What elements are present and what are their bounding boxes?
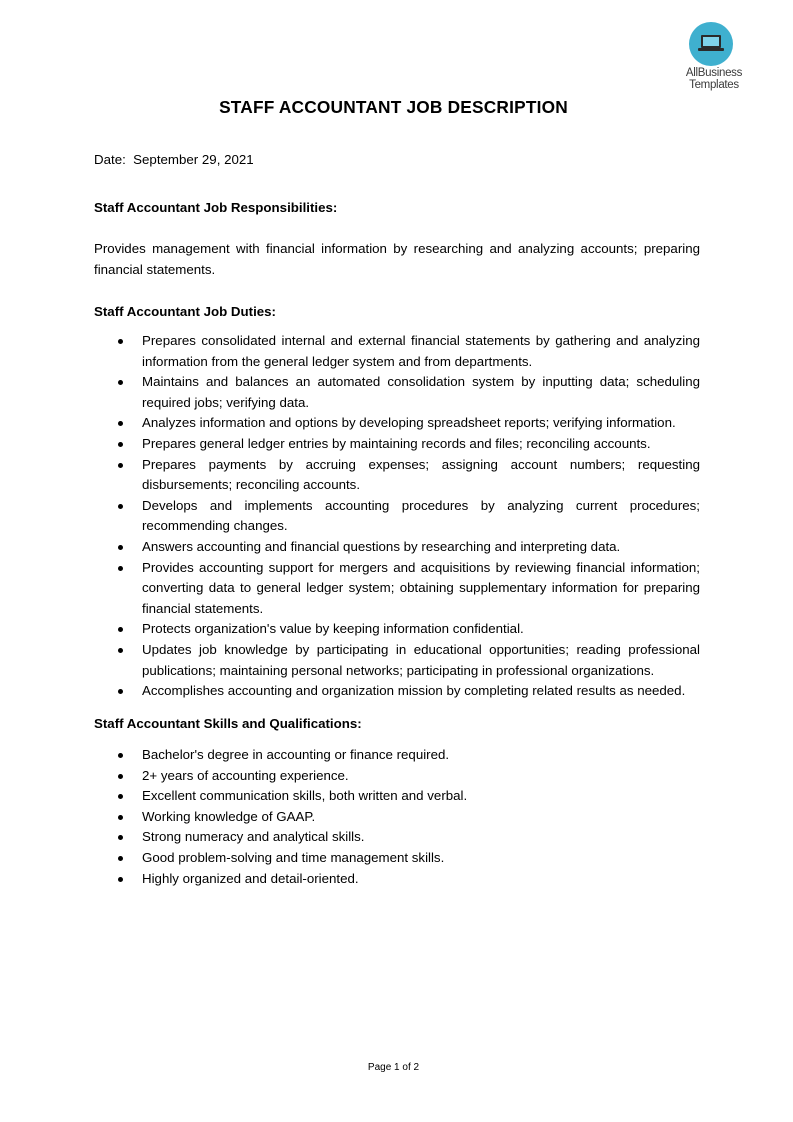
bullet-icon	[118, 380, 123, 385]
list-item	[94, 640, 700, 681]
list-item	[94, 558, 700, 620]
list-item	[94, 869, 700, 890]
list-item	[94, 745, 700, 766]
list-item	[94, 496, 700, 537]
bullet-icon	[118, 463, 123, 468]
list-item	[94, 619, 700, 640]
logo-line-2: Templates	[689, 79, 739, 91]
bullet-icon	[118, 835, 123, 840]
skills-heading: Staff Accountant Skills and Qualifications:	[94, 716, 362, 731]
document-title: STAFF ACCOUNTANT JOB DESCRIPTION	[219, 97, 568, 117]
list-item-text: Excellent communication skills, both written and verbal.	[142, 788, 468, 804]
bullet-icon	[118, 504, 123, 509]
document-date: Date: September 29, 2021	[94, 152, 254, 167]
list-item-text: 2+ years of accounting experience.	[142, 767, 349, 783]
list-item-text: Protects organization's value by keeping information confidential.	[142, 621, 524, 637]
bullet-icon	[118, 794, 123, 799]
bullet-icon	[118, 339, 123, 344]
bullet-icon	[118, 877, 123, 882]
list-item	[94, 455, 700, 496]
list-item-text: Bachelor's degree in accounting or finance required.	[142, 747, 450, 762]
list-item-text: Good problem-solving and time management skills.	[142, 849, 445, 865]
list-item-text: Analyzes information and options by developing spreadsheet reports; verifying information.	[142, 415, 676, 431]
list-item	[94, 372, 700, 413]
list-item	[94, 537, 700, 558]
list-item-text: Highly organized and detail-oriented.	[142, 870, 359, 886]
list-item-text: Working knowledge of GAAP.	[142, 808, 316, 824]
bullet-icon	[118, 627, 123, 632]
list-item	[94, 331, 700, 372]
list-item-text: Prepares consolidated internal and external financial statements by gathering and analyzing information from the general ledger system and from departments.	[142, 333, 700, 369]
list-item	[94, 827, 700, 848]
list-item-text: Accomplishes accounting and organization mission by completing related results as needed.	[142, 683, 686, 699]
bullet-icon	[118, 442, 123, 447]
list-item-text: Maintains and balances an automated consolidation system by inputting data; scheduling required jobs; verifying data.	[142, 374, 700, 410]
logo-wordmark	[680, 67, 748, 91]
list-item	[94, 681, 700, 702]
list-item	[94, 766, 700, 787]
list-item-text: Provides accounting support for mergers and acquisitions by reviewing financial information; converting data to general ledger system; obtaining supplementary information for preparing financial statements.	[142, 559, 700, 616]
bullet-icon	[118, 689, 123, 694]
bullet-icon	[118, 856, 123, 861]
skills-list	[94, 745, 700, 889]
bullet-icon	[118, 421, 123, 426]
bullet-icon	[118, 566, 123, 571]
list-item	[94, 413, 700, 434]
list-item-text: Prepares payments by accruing expenses; assigning account numbers; requesting disbursements; reconciling accounts.	[142, 456, 700, 493]
list-item	[94, 786, 700, 807]
list-item-text: Answers accounting and financial questions by researching and interpreting data.	[142, 538, 621, 554]
bullet-icon	[118, 774, 123, 779]
list-item	[94, 807, 700, 828]
list-item-text: Prepares general ledger entries by maintaining records and files; reconciling accounts.	[142, 435, 651, 451]
laptop-icon	[689, 22, 733, 66]
allbusiness-templates-logo	[680, 22, 748, 94]
duties-list	[94, 331, 700, 702]
list-item	[94, 434, 700, 455]
list-item	[94, 848, 700, 869]
bullet-icon	[118, 815, 123, 820]
list-item-text: Updates job knowledge by participating in educational opportunities; reading professional publications; maintaining personal networks; participating in professional organizations.	[142, 641, 700, 678]
duties-heading: Staff Accountant Job Duties:	[94, 304, 276, 319]
bullet-icon	[118, 545, 123, 550]
page-number: Page 1 of 2	[367, 1062, 420, 1073]
logo-line-1: AllBusiness	[685, 67, 743, 79]
bullet-icon	[118, 648, 123, 653]
bullet-icon	[118, 753, 123, 758]
responsibilities-paragraph: Provides management with financial information by researching and analyzing accounts; preparing financial statements.	[94, 241, 700, 277]
list-item-text: Develops and implements accounting procedures by analyzing current procedures; recommending changes.	[142, 497, 700, 534]
list-item-text: Strong numeracy and analytical skills.	[142, 829, 365, 845]
responsibilities-heading: Staff Accountant Job Responsibilities:	[94, 200, 338, 215]
